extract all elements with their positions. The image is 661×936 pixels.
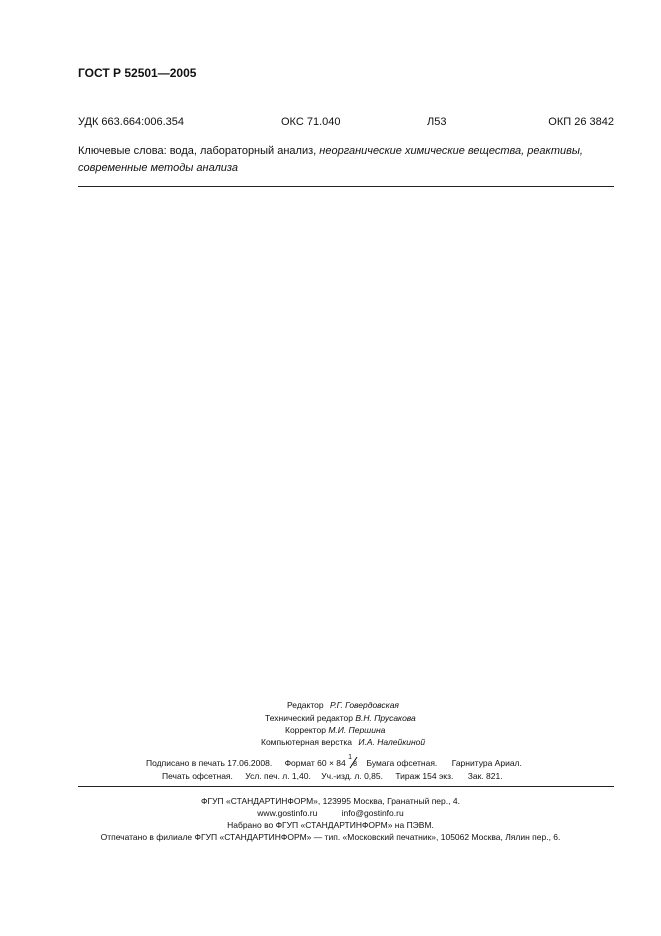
imprint-address: ФГУП «СТАНДАРТИНФОРМ», 123995 Москва, Гранатный пер., 4. [201, 796, 460, 806]
tech-editor-line [265, 713, 416, 723]
tech-editor-label: Технический редактор [265, 713, 353, 723]
format-label: Формат 60 × 84 [284, 758, 346, 768]
tirazh: Тираж 154 экз. [395, 771, 454, 781]
print-type: Печать офсетная. [162, 771, 233, 781]
imprint-typeset: Набрано во ФГУП «СТАНДАРТИНФОРМ» на ПЭВМ. [227, 820, 434, 830]
imprint-printed: Отпечатано в филиале ФГУП «СТАНДАРТИНФОРМ» — тип. «Московский печатник», 105062 Москва, Лялин пер., 6. [100, 832, 561, 842]
group-code: Л53 [427, 116, 447, 128]
order-number: Зак. 821. [467, 771, 503, 781]
layout-name: И.А. Налейкиной [358, 737, 426, 747]
keywords-plain: Ключевые слова: вода, лабораторный анализ, [78, 145, 320, 157]
print-info-row-1 [146, 754, 522, 768]
website-link[interactable]: www.gostinfo.ru [257, 808, 318, 818]
print-info-row-2 [162, 771, 503, 781]
signed-date: Подписано в печать 17.06.2008. [146, 758, 273, 768]
layout-line [261, 737, 425, 747]
keywords-italic: неорганические химические вещества, реактивы, современные методы анализа [78, 145, 583, 174]
uch-izd: Уч.-изд. л. 0,85. [321, 771, 383, 781]
usl-pech: Усл. печ. л. 1,40. [245, 771, 311, 781]
okp-code: ОКП 26 3842 [548, 116, 614, 128]
imprint-block [0, 795, 661, 843]
editor-line [287, 700, 399, 710]
udk-code: УДК 663.664:006.354 [78, 116, 184, 128]
font-type: Гарнитура Ариал. [451, 758, 522, 768]
document-code: ГОСТ Р 52501—2005 [78, 66, 197, 80]
tech-editor-name: В.Н. Прусакова [355, 713, 416, 723]
divider-top [78, 186, 614, 187]
editor-label: Редактор [287, 700, 324, 710]
email-link[interactable]: info@gostinfo.ru [341, 808, 404, 818]
proofreader-name: М.И. Першина [328, 725, 386, 735]
keywords-paragraph [78, 143, 616, 177]
format-denominator: 8 [353, 761, 358, 768]
layout-label: Компьютерная верстка [261, 737, 353, 747]
proofreader-line [285, 725, 385, 735]
oks-code: ОКС 71.040 [281, 116, 341, 128]
divider-bottom [78, 786, 614, 787]
editor-name: Р.Г. Говердовская [329, 700, 399, 710]
paper-type: Бумага офсетная. [366, 758, 438, 768]
format-numerator: 1 [348, 754, 353, 761]
format-fraction [348, 754, 358, 768]
imprint-contacts [0, 807, 661, 819]
proofreader-label: Корректор [285, 725, 326, 735]
